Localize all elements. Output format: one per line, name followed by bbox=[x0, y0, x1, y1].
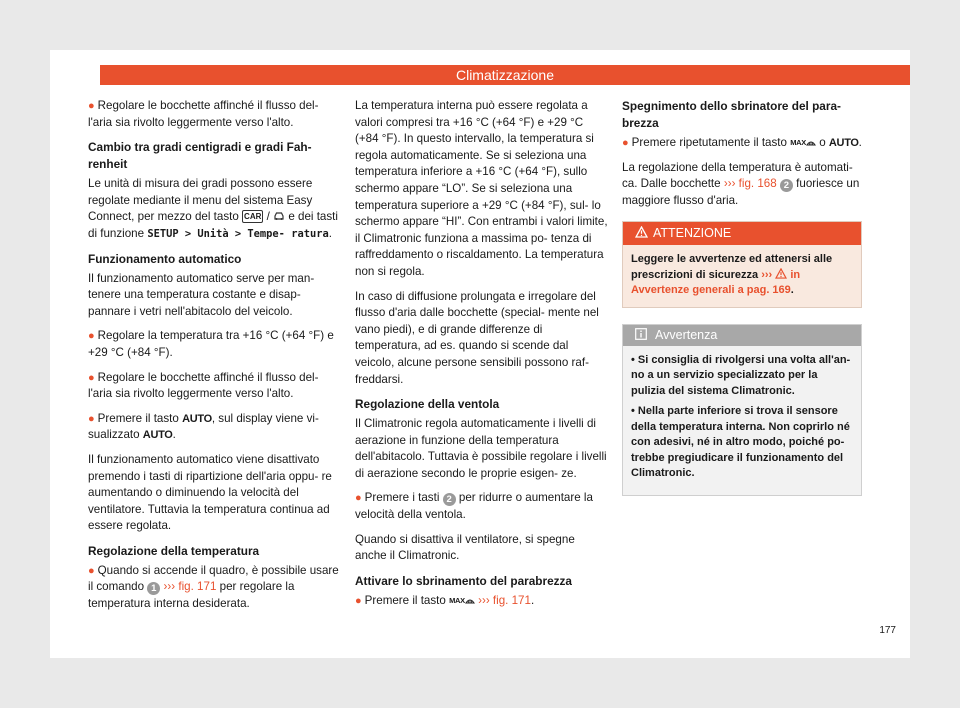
column-3 bbox=[622, 98, 862, 496]
warning-triangle-icon bbox=[775, 268, 787, 279]
auto-display-icon: AUTO bbox=[142, 429, 173, 442]
figure-link[interactable]: ››› fig. 168 bbox=[723, 177, 777, 191]
bullet-paragraph: ● Premere i tasti 2 per ridurre o aumentare la velocità della ventola. bbox=[355, 491, 593, 522]
max-defrost-icon: MAX bbox=[790, 138, 806, 147]
heading-units: Cambio tra gradi centigradi e gradi Fah- renheit bbox=[88, 140, 312, 172]
heading-defrost: Attivare lo sbrinamento del parabrezza bbox=[355, 573, 572, 588]
note-body bbox=[623, 346, 861, 495]
column-2 bbox=[355, 98, 608, 617]
note-item: • Si consiglia di rivolgersi una volta all'an- no a un servizio specializzato per la pulizia del sistema Climatronic. bbox=[631, 353, 851, 397]
warning-header: ATTENZIONE bbox=[623, 222, 861, 245]
car-key-icon: CAR bbox=[244, 212, 262, 222]
heading-defrost-off: Spegnimento dello sbrinatore del para- brezza bbox=[622, 99, 841, 130]
info-icon bbox=[635, 328, 647, 340]
figure-link[interactable]: ››› fig. 171 bbox=[478, 593, 531, 607]
bullet-paragraph: ● Quando si accende il quadro, è possibile usare il comando 1 ››› fig. 171 per regolare la temperatura interna desiderata. bbox=[88, 563, 339, 611]
heading-auto: Funzionamento automatico bbox=[88, 251, 242, 266]
windshield-icon bbox=[806, 138, 816, 147]
callout-2: 2 bbox=[780, 179, 793, 192]
section-banner: Climatizzazione bbox=[100, 65, 910, 85]
warning-box bbox=[622, 221, 862, 308]
callout-2: 2 bbox=[443, 493, 456, 506]
fan-off-paragraph: Quando si disattiva il ventilatore, si spegne anche il Climatronic. bbox=[355, 532, 575, 563]
auto-key-icon: AUTO bbox=[182, 412, 212, 425]
windshield-icon bbox=[465, 596, 475, 605]
menu-path: SETUP > Unità > Tempe- ratura bbox=[147, 227, 329, 240]
figure-link[interactable]: ››› fig. 171 bbox=[163, 580, 217, 594]
heading-temperature: Regolazione della temperatura bbox=[88, 543, 260, 558]
bullet-paragraph: ● Regolare la temperatura tra +16 °C (+64 °F) e +29 °C (+84 °F). bbox=[88, 329, 334, 359]
warning-body: Leggere le avvertenze ed attenersi alle prescrizioni di sicurezza ››› in Avvertenze generali a pag. 169. bbox=[631, 253, 833, 297]
bullet-paragraph: ● Regolare le bocchette affinché il flusso del- l'aria sia rivolto leggermente verso l'alto. bbox=[88, 370, 319, 401]
max-defrost-icon: MAX bbox=[449, 595, 465, 605]
warning-triangle-icon bbox=[635, 226, 648, 238]
heading-fan: Regolazione della ventola bbox=[355, 397, 500, 412]
manual-page bbox=[50, 50, 910, 658]
auto-paragraph: Il funzionamento automatico serve per man- tenere una temperatura costante e disap- pannare i vetri nell'abitacolo del veicolo. bbox=[88, 271, 315, 318]
temperature-paragraph: La temperatura interna può essere regolata a valori compresi tra +16 °C (+64 °F) e +29 °C (+84 °F). In questo intervallo, la temperatura si regola automaticamente. Se si seleziona una temperatura inferiore a +16 °C (+64 °F), sullo schermo appare “LO”. Se si seleziona una temperatura superiore a +29 °C (+84 °F), sul- lo schermo appare “HI”. Con entrambi i valori limite, il Climatronic funziona a massima po- tenza di raffreddamento o riscaldamento. La temperatura non si regola. bbox=[355, 99, 608, 278]
warning-link[interactable]: ››› in Avvertenze generali a pag. 169 bbox=[631, 268, 801, 297]
auto-off-paragraph: Il funzionamento automatico viene disattivato premendo i tasti di ripartizione dell'aria oppu- re aumentando o diminuendo la velocità del ventilatore. Tuttavia la temperatura continua ad essere regolata. bbox=[88, 452, 332, 533]
bullet-paragraph: ● Premere il tasto MAX ››› fig. 171. bbox=[355, 593, 535, 607]
bullet-paragraph: ● Premere il tasto AUTO, sul display viene vi- sualizzato AUTO. bbox=[88, 411, 319, 442]
airflow-paragraph: In caso di diffusione prolungata e irregolare del flusso d'aria dalle bocchette (special- mente nel vano piedi), e di grande differenze di temperatura, ad es. quando si scende dal veicolo, alcune persone sensibili possono raf- freddarsi. bbox=[355, 289, 599, 386]
note-item: • Nella parte inferiore si trova il sensore della temperatura interna. Non coprirlo né con adesivi, né in altro modo, poiché po- trebbe pregiudicare il funzionamento del Climatronic. bbox=[631, 405, 850, 480]
column-1 bbox=[88, 98, 340, 621]
note-box bbox=[622, 324, 862, 496]
auto-key-icon: AUTO bbox=[828, 137, 859, 149]
units-paragraph: Le unità di misura dei gradi possono essere regolate mediante il menu del sistema Easy Connect, per mezzo del tasto CAR / e dei tasti di funzione SETUP > Unità > Tempe- ratura. bbox=[88, 177, 338, 240]
callout-1: 1 bbox=[147, 582, 160, 595]
bullet-paragraph: ● Premere ripetutamente il tasto MAX o AUTO. bbox=[622, 136, 862, 149]
note-header: Avvertenza bbox=[623, 325, 861, 346]
car-menu-icon bbox=[273, 211, 285, 221]
page-number: 177 bbox=[879, 625, 896, 636]
defrost-paragraph: La regolazione della temperatura è automati- ca. Dalle bocchette ››› fig. 168 2 fuoriesce un maggiore flusso d'aria. bbox=[622, 160, 860, 207]
fan-paragraph: Il Climatronic regola automaticamente i livelli di aerazione in funzione della temperatura dell'abitacolo. Tuttavia è possibile regolare i livelli di aerazione secondo le proprie esigen- ze. bbox=[355, 417, 607, 480]
bullet-paragraph: ● Regolare le bocchette affinché il flusso del- l'aria sia rivolto leggermente verso l'alto. bbox=[88, 99, 319, 129]
